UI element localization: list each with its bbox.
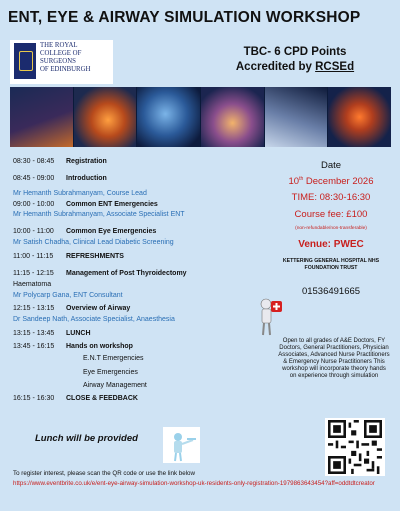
- title-bar: [0, 0, 400, 34]
- schedule-row-eye: 10:00 - 11:00 Common Eye Emergencies: [13, 228, 157, 235]
- ear-anatomy-image: [10, 87, 73, 147]
- schedule-row-ent: 09:00 - 10:00 Common ENT Emergencies: [13, 201, 158, 208]
- schedule-row-lunch: 13:15 - 13:45 LUNCH: [13, 330, 91, 337]
- hands-on-item: E.N.T Emergencies: [83, 355, 144, 362]
- anatomy-banner: [10, 87, 391, 147]
- logo-text: THE ROYAL COLLEGE OF SURGEONS OF EDINBURGH: [40, 42, 91, 73]
- schedule-row-thyroid: 11:15 - 12:15 Management of Post Thyroidectomy: [13, 270, 187, 277]
- lunch-note: Lunch will be provided: [35, 433, 138, 444]
- hands-on-item: Eye Emergencies: [83, 369, 138, 376]
- speaker-ent: Mr Hemanth Subrahmanyam, Associate Specialist ENT: [13, 211, 185, 218]
- cpd-points: TBC- 6 CPD Points: [243, 46, 347, 58]
- registration-qr-code[interactable]: [325, 418, 385, 476]
- page-title: ENT, EYE & AIRWAY SIMULATION WORKSHOP: [8, 9, 361, 26]
- schedule-row-introduction: 08:45 - 09:00 Introduction: [13, 175, 107, 182]
- date-label: Date: [320, 160, 342, 171]
- person-with-medical-icon: [257, 297, 285, 339]
- crest-icon: [14, 43, 36, 79]
- throat-anatomy-image: [137, 87, 200, 147]
- speaker-eye: Mr Satish Chadha, Clinical Lead Diabetic Screening: [13, 239, 174, 246]
- schedule-row-airway: 12:15 - 13:15 Overview of Airway: [13, 305, 131, 312]
- airway-anatomy-image: [328, 87, 391, 147]
- phone-number: 01536491665: [301, 286, 361, 297]
- event-date: 10th December 2026: [288, 176, 374, 188]
- cpd-info: [200, 45, 390, 75]
- venue: Venue: PWEC: [298, 239, 364, 250]
- rcsed-logo: [10, 40, 113, 84]
- hands-on-item: Airway Management: [83, 382, 147, 389]
- accreditation: Accredited by RCSEd: [235, 61, 355, 73]
- waiter-icon: [163, 427, 200, 463]
- fee-note: (non-refundable/non-transferable): [295, 226, 367, 231]
- schedule-row-hands-on: 13:45 - 16:15 Hands on workshop: [13, 343, 133, 350]
- nasal-anatomy-image: [74, 87, 137, 147]
- schedule-thyroid-continued: Haematoma: [13, 281, 52, 288]
- registration-instructions: To register interest, please scan the QR code or use the link below: [13, 470, 195, 477]
- audience-description: Open to all grades of A&E Doctors, FY Doctors, General Practitioners, Physician Associates, Advanced Nurse Practitioners & Emergency Nurse Practitioners This workshop will incorporate theory hands on experience through simulation: [278, 338, 390, 380]
- hospital-name: KETTERING GENERAL HOSPITAL NHS FOUNDATION TRUST: [282, 258, 380, 271]
- schedule-row-registration: 08:30 - 08:45 Registration: [13, 158, 107, 165]
- registration-link[interactable]: https://www.eventbrite.co.uk/e/ent-eye-airway-simulation-workshop-uk-residents-only-registration-1979863643454?aff=oddtdtcreator: [13, 480, 375, 487]
- course-fee: Course fee: £100: [294, 209, 368, 220]
- eye-anatomy-image: [265, 87, 328, 147]
- head-anatomy-image: [201, 87, 264, 147]
- schedule-row-close: 16:15 - 16:30 CLOSE & FEEDBACK: [13, 395, 138, 402]
- speaker-airway: Dr Sandeep Nath, Associate Specialist, Anaesthesia: [13, 316, 175, 323]
- event-time: TIME: 08:30-16:30: [291, 192, 371, 203]
- schedule-row-refreshments: 11:00 - 11:15 REFRESHMENTS: [13, 253, 124, 260]
- speaker-course-lead: Mr Hemanth Subrahmanyam, Course Lead: [13, 190, 147, 197]
- speaker-thyroid: Mr Polycarp Gana, ENT Consultant: [13, 292, 123, 299]
